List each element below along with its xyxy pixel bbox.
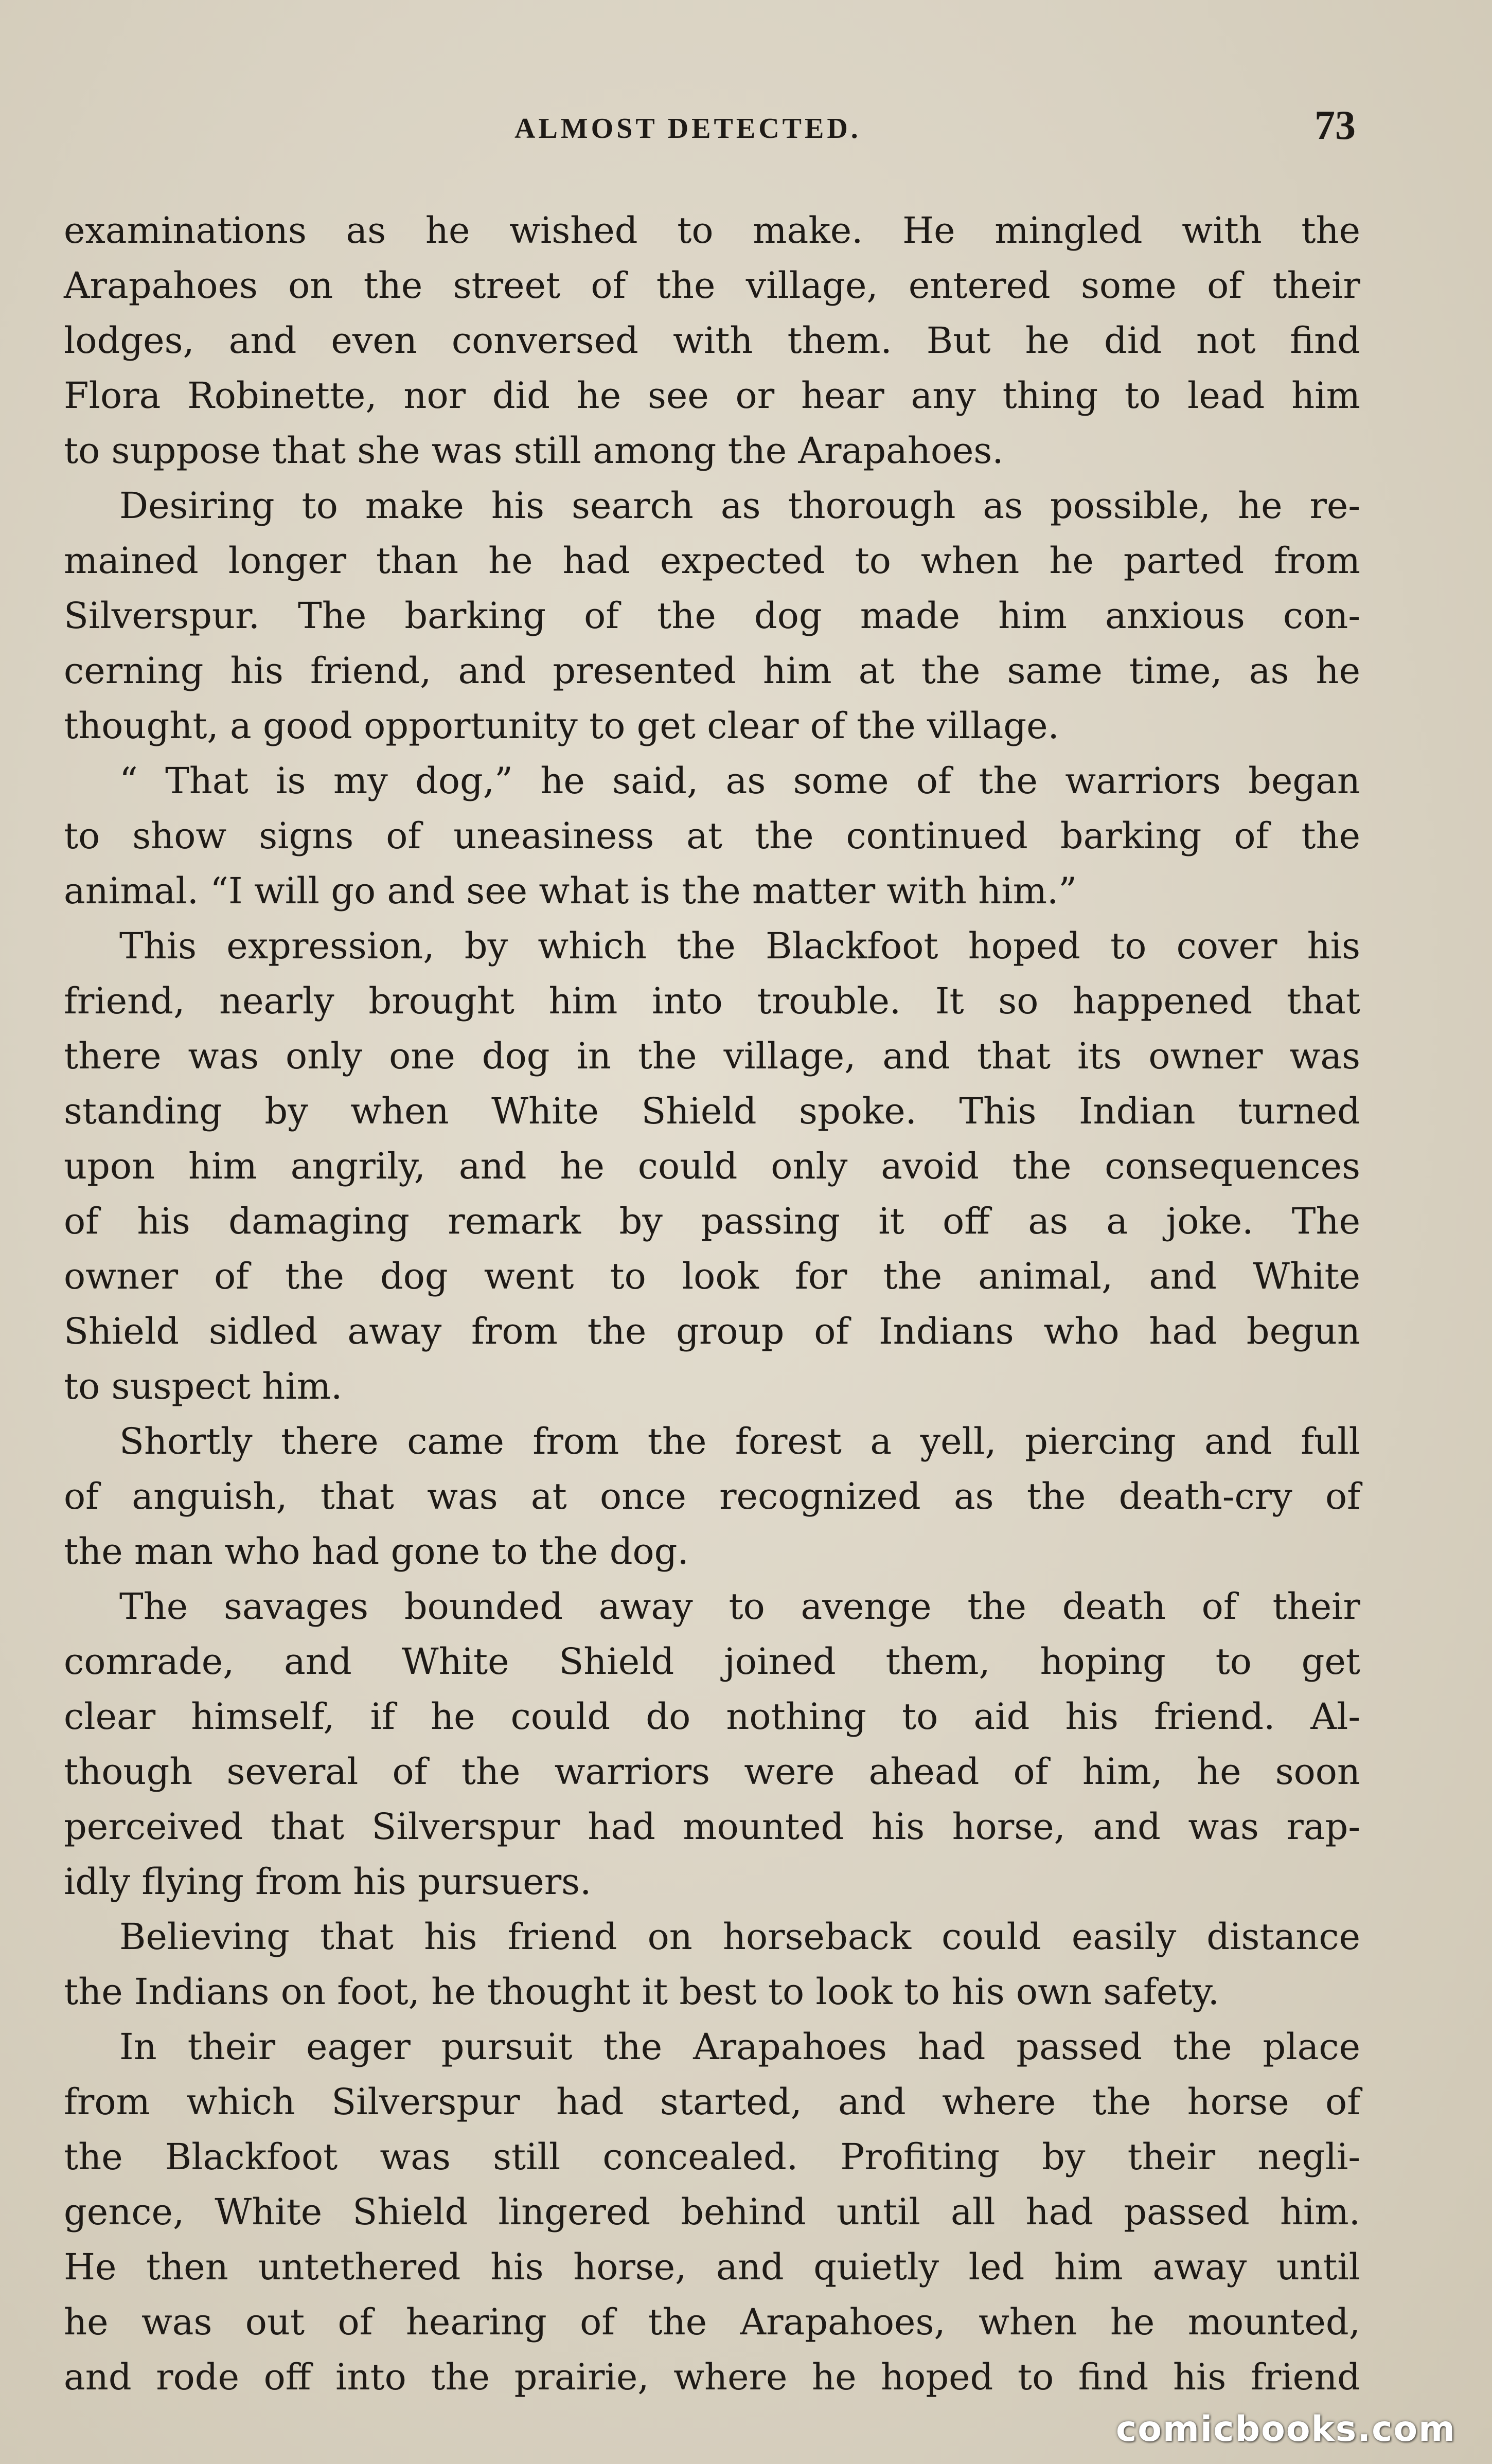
text-line: Believing that his friend on horseback could easily distance bbox=[119, 1916, 1360, 1958]
text-line: lodges, and even conversed with them. But he did not find bbox=[64, 319, 1360, 362]
text-line: owner of the dog went to look for the animal, and White bbox=[64, 1255, 1360, 1297]
text-line: the Indians on foot, he thought it best to look to his own safety. bbox=[64, 1971, 1219, 2013]
text-line: The savages bounded away to avenge the death of their bbox=[119, 1585, 1360, 1628]
text-line: upon him angrily, and he could only avoid the consequences bbox=[64, 1145, 1360, 1187]
text-line: to suppose that she was still among the Arapahoes. bbox=[64, 430, 1004, 472]
text-line: “ That is my dog,” he said, as some of the warriors began bbox=[119, 760, 1360, 802]
text-line: perceived that Silverspur had mounted his horse, and was rap- bbox=[64, 1806, 1360, 1848]
text-line: Silverspur. The barking of the dog made him anxious con- bbox=[64, 595, 1360, 637]
text-line: animal. “I will go and see what is the matter with him.” bbox=[64, 870, 1077, 912]
text-line: This expression, by which the Blackfoot hoped to cover his bbox=[119, 925, 1360, 967]
text-line: gence, White Shield lingered behind until all had passed him. bbox=[64, 2191, 1360, 2233]
text-line: friend, nearly brought him into trouble. It so happened that bbox=[64, 980, 1360, 1022]
text-line: there was only one dog in the village, and that its owner was bbox=[64, 1035, 1360, 1077]
text-line: though several of the warriors were ahead of him, he soon bbox=[64, 1751, 1360, 1793]
text-line: of anguish, that was at once recognized as the death-cry of bbox=[64, 1475, 1360, 1517]
text-line: to show signs of uneasiness at the continued barking of the bbox=[64, 815, 1360, 857]
text-line: the man who had gone to the dog. bbox=[64, 1530, 689, 1573]
text-line: of his damaging remark by passing it off as a joke. The bbox=[64, 1200, 1360, 1242]
text-line: Desiring to make his search as thorough as possible, he re- bbox=[119, 485, 1360, 527]
text-line: Shield sidled away from the group of Indians who had begun bbox=[64, 1310, 1360, 1352]
text-line: comrade, and White Shield joined them, hoping to get bbox=[64, 1640, 1360, 1683]
text-line: standing by when White Shield spoke. This Indian turned bbox=[64, 1090, 1360, 1132]
text-line: He then untethered his horse, and quietly led him away until bbox=[64, 2246, 1360, 2288]
text-line: to suspect him. bbox=[64, 1365, 343, 1407]
body-text bbox=[64, 203, 1360, 2405]
text-line: thought, a good opportunity to get clear of the village. bbox=[64, 705, 1059, 747]
page-number: 73 bbox=[1315, 103, 1356, 148]
text-line: and rode off into the prairie, where he hoped to find his friend bbox=[64, 2356, 1360, 2398]
text-line: Flora Robinette, nor did he see or hear any thing to lead him bbox=[64, 374, 1360, 417]
text-line: In their eager pursuit the Arapahoes had passed the place bbox=[119, 2026, 1360, 2068]
text-line: Shortly there came from the forest a yell, piercing and full bbox=[119, 1420, 1360, 1462]
text-line: from which Silverspur had started, and where the horse of bbox=[64, 2081, 1360, 2123]
text-line: examinations as he wished to make. He mingled with the bbox=[64, 209, 1360, 252]
text-line: he was out of hearing of the Arapahoes, when he mounted, bbox=[64, 2301, 1360, 2343]
running-head bbox=[0, 105, 1492, 152]
running-title: ALMOST DETECTED. bbox=[514, 113, 861, 145]
text-line: clear himself, if he could do nothing to aid his friend. Al- bbox=[64, 1695, 1360, 1738]
text-line: mained longer than he had expected to when he parted from bbox=[64, 540, 1360, 582]
text-line: Arapahoes on the street of the village, entered some of their bbox=[64, 264, 1360, 307]
watermark: comicbooks.com bbox=[1115, 2409, 1456, 2450]
text-line: idly flying from his pursuers. bbox=[64, 1861, 592, 1903]
text-line: cerning his friend, and presented him at the same time, as he bbox=[64, 650, 1360, 692]
text-line: the Blackfoot was still concealed. Profiting by their negli- bbox=[64, 2136, 1360, 2178]
